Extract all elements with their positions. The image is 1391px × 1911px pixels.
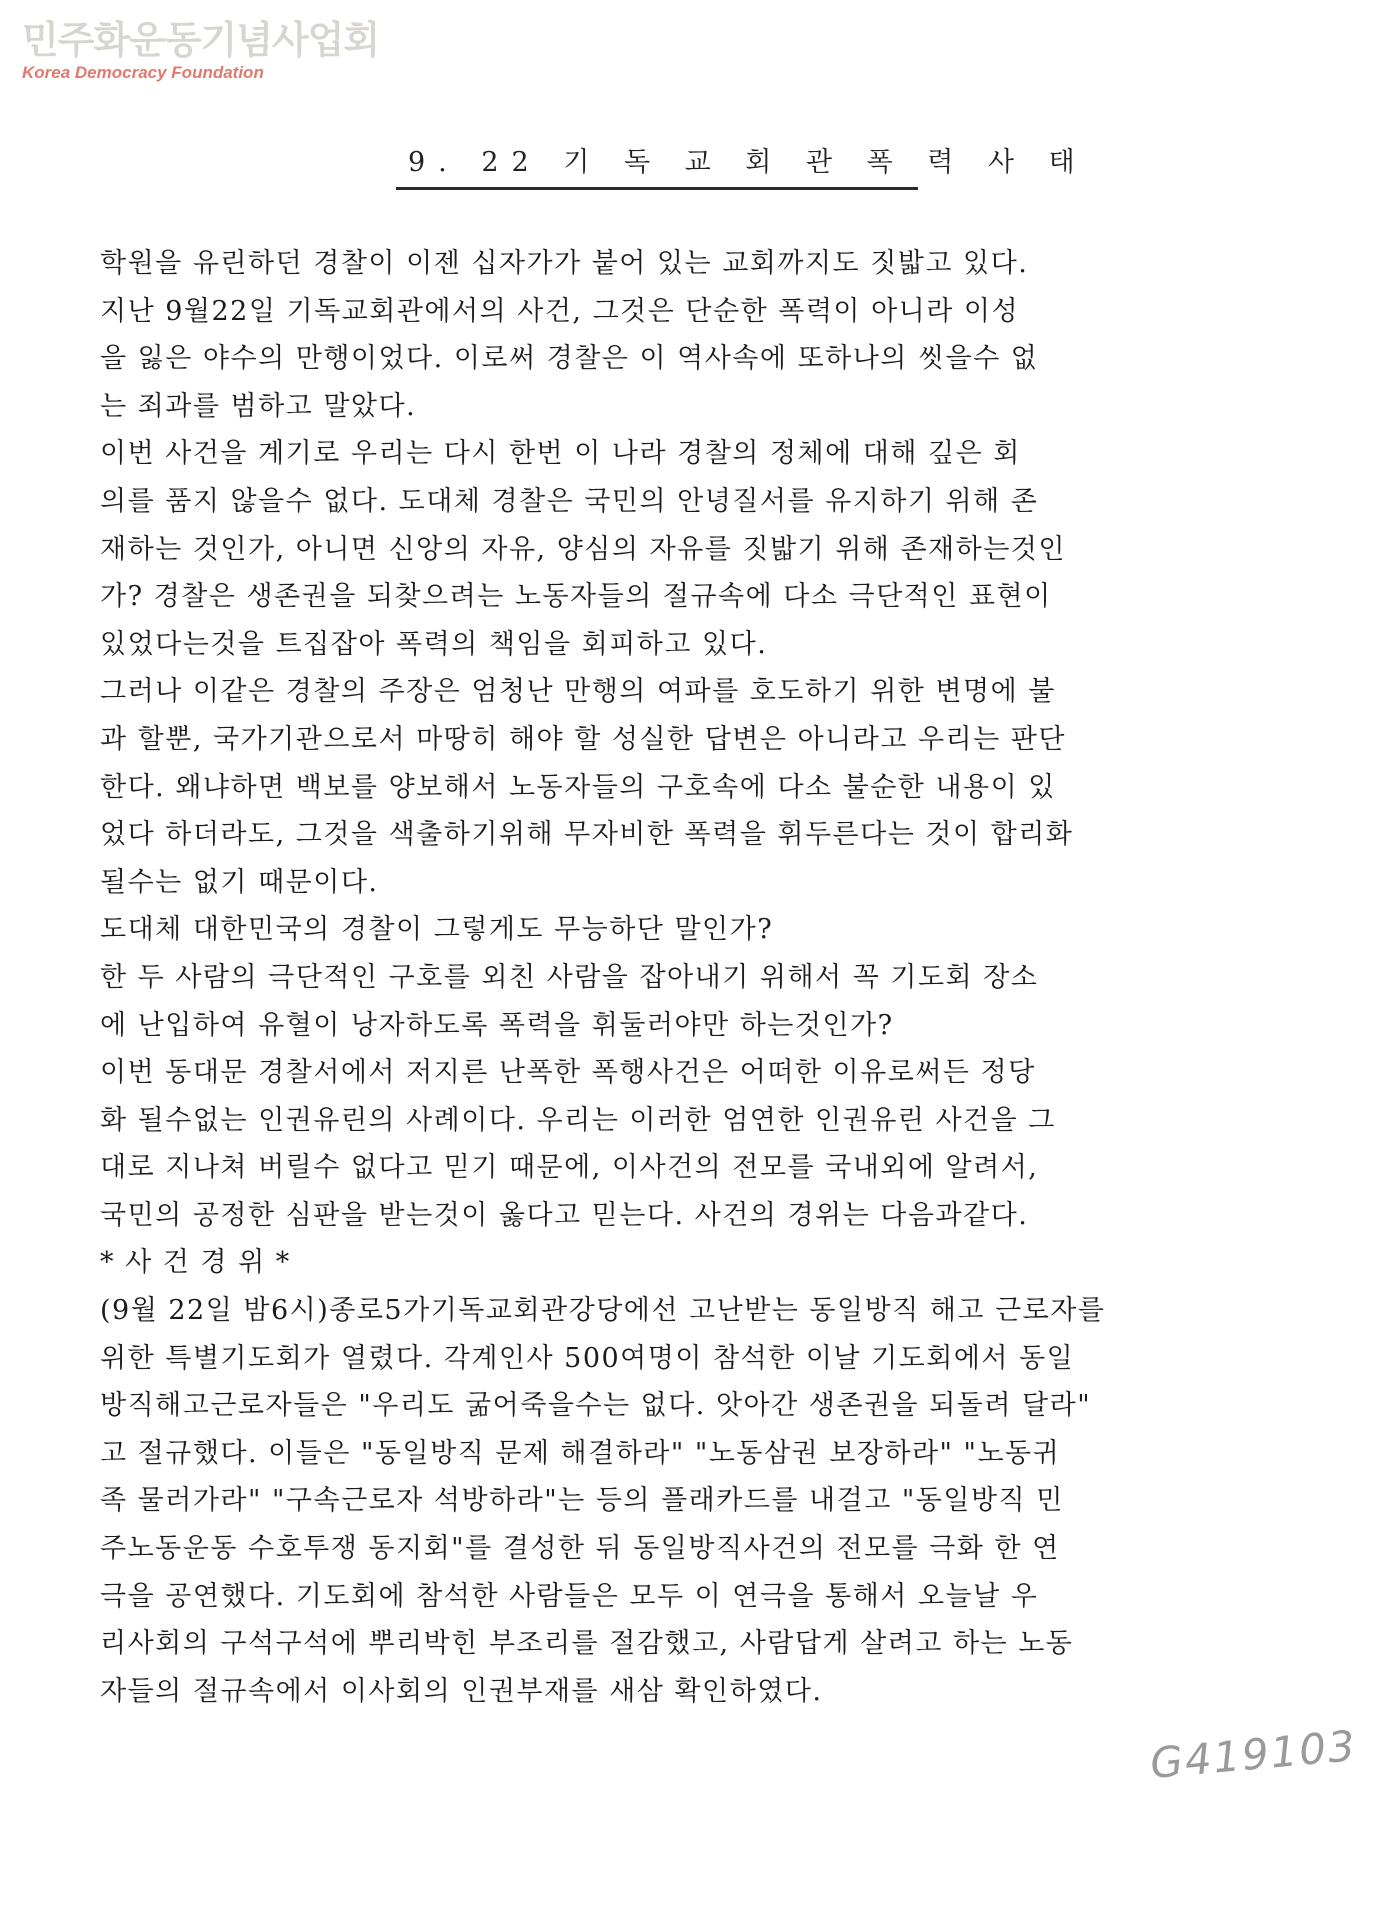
body-line: 대로 지나쳐 버릴수 없다고 믿기 때문에, 이사건의 전모를 국내외에 알려서, [100,1152,1039,1184]
body-line: 있었다는것을 트집잡아 폭력의 책임을 회피하고 있다. [100,628,768,660]
body-line: 의를 품지 않을수 없다. 도대체 경찰은 국민의 안녕질서를 유지하기 위해 존 [100,485,1039,517]
section-heading: * 사 건 경 위 * [100,1247,291,1279]
body-line: 화 될수없는 인권유린의 사례이다. 우리는 이러한 엄연한 인권유린 사건을 그 [100,1104,1056,1136]
body-line: 국민의 공정한 심판을 받는것이 옳다고 믿는다. 사건의 경위는 다음과같다. [100,1199,1029,1231]
body-line: 극을 공연했다. 기도회에 참석한 사람들은 모두 이 연극을 통해서 오늘날 우 [100,1580,1039,1612]
body-line: 도대체 대한민국의 경찰이 그렇게도 무능하단 말인가? [100,914,774,946]
title-underline [396,187,918,190]
body-line: 학원을 유린하던 경찰이 이젠 십자가가 붙어 있는 교회까지도 짓밟고 있다. [100,248,1029,279]
body-line: 지난 9월22일 기독교회관에서의 사건, 그것은 단순한 폭력이 아니라 이성 [100,295,1020,327]
document-body [100,240,1250,1715]
body-line: 과 할뿐, 국가기관으로서 마땅히 해야 할 성실한 답변은 아니라고 우리는 판단 [100,723,1066,755]
body-line: 족 물러가라" "구속근로자 석방하라"는 등의 플래카드를 내걸고 "동일방직 민 [100,1485,1064,1517]
body-line: 한다. 왜냐하면 백보를 양보해서 노동자들의 구호속에 다소 불순한 내용이 있 [100,771,1056,803]
body-line: 자들의 절규속에서 이사회의 인권부재를 새삼 확인하였다. [100,1675,823,1707]
body-line: 이번 동대문 경찰서에서 저지른 난폭한 폭행사건은 어떠한 이유로써든 정당 [100,1057,1036,1089]
body-line: 에 난입하여 유혈이 낭자하도록 폭력을 휘둘러야만 하는것인가? [100,1009,894,1041]
body-line: 될수는 없기 때문이다. [100,866,379,898]
body-line: 방직해고근로자들은 "우리도 굶어죽을수는 없다. 앗아간 생존권을 되돌려 달라" [100,1390,1092,1422]
body-line: 리사회의 구석구석에 뿌리박힌 부조리를 절감했고, 사람답게 살려고 하는 노동 [100,1628,1074,1660]
body-line: 이번 사건을 계기로 우리는 다시 한번 이 나라 경찰의 정체에 대해 깊은 회 [100,438,1021,470]
body-line: 을 잃은 야수의 만행이었다. 이로써 경찰은 이 역사속에 또하나의 씻을수 없 [100,343,1039,375]
body-line: 가? 경찰은 생존권을 되찾으려는 노동자들의 절규속에 다소 극단적인 표현이 [100,581,1052,613]
body-line: 는 죄과를 범하고 말았다. [100,390,417,422]
watermark-org-english: Korea Democracy Foundation [22,63,264,82]
body-line: 고 절규했다. 이들은 "동일방직 문제 해결하라" "노동삼권 보장하라" "노동귀 [100,1437,1061,1469]
body-line: 그러나 이같은 경찰의 주장은 엄청난 만행의 여파를 호도하기 위한 변명에 불 [100,676,1056,708]
watermark-logo [22,18,379,84]
body-line: 주노동운동 수호투쟁 동지회"를 결성한 뒤 동일방직사건의 전모를 극화 한 연 [100,1533,1060,1565]
body-line: 위한 특별기도회가 열렸다. 각계인사 500여명이 참석한 이날 기도회에서 동일 [100,1342,1075,1374]
body-line: 한 두 사람의 극단적인 구호를 외친 사람을 잡아내기 위해서 꼭 기도회 장소 [100,961,1039,993]
watermark-org-korean: 민주화운동기념사업회 [22,18,380,62]
document-title: 9. 22 기 독 교 회 관 폭 력 사 태 [408,147,1088,178]
body-line: 재하는 것인가, 아니면 신앙의 자유, 양심의 자유를 짓밟기 위해 존재하는것인 [100,533,1066,565]
handwritten-archive-number: G419103 [1148,1721,1359,1788]
body-line: 었다 하더라도, 그것을 색출하기위해 무자비한 폭력을 휘두른다는 것이 합리화 [100,819,1074,851]
body-line: (9월 22일 밤6시)종로5가기독교회관강당에선 고난받는 동일방직 해고 근로자를 [100,1295,1106,1327]
